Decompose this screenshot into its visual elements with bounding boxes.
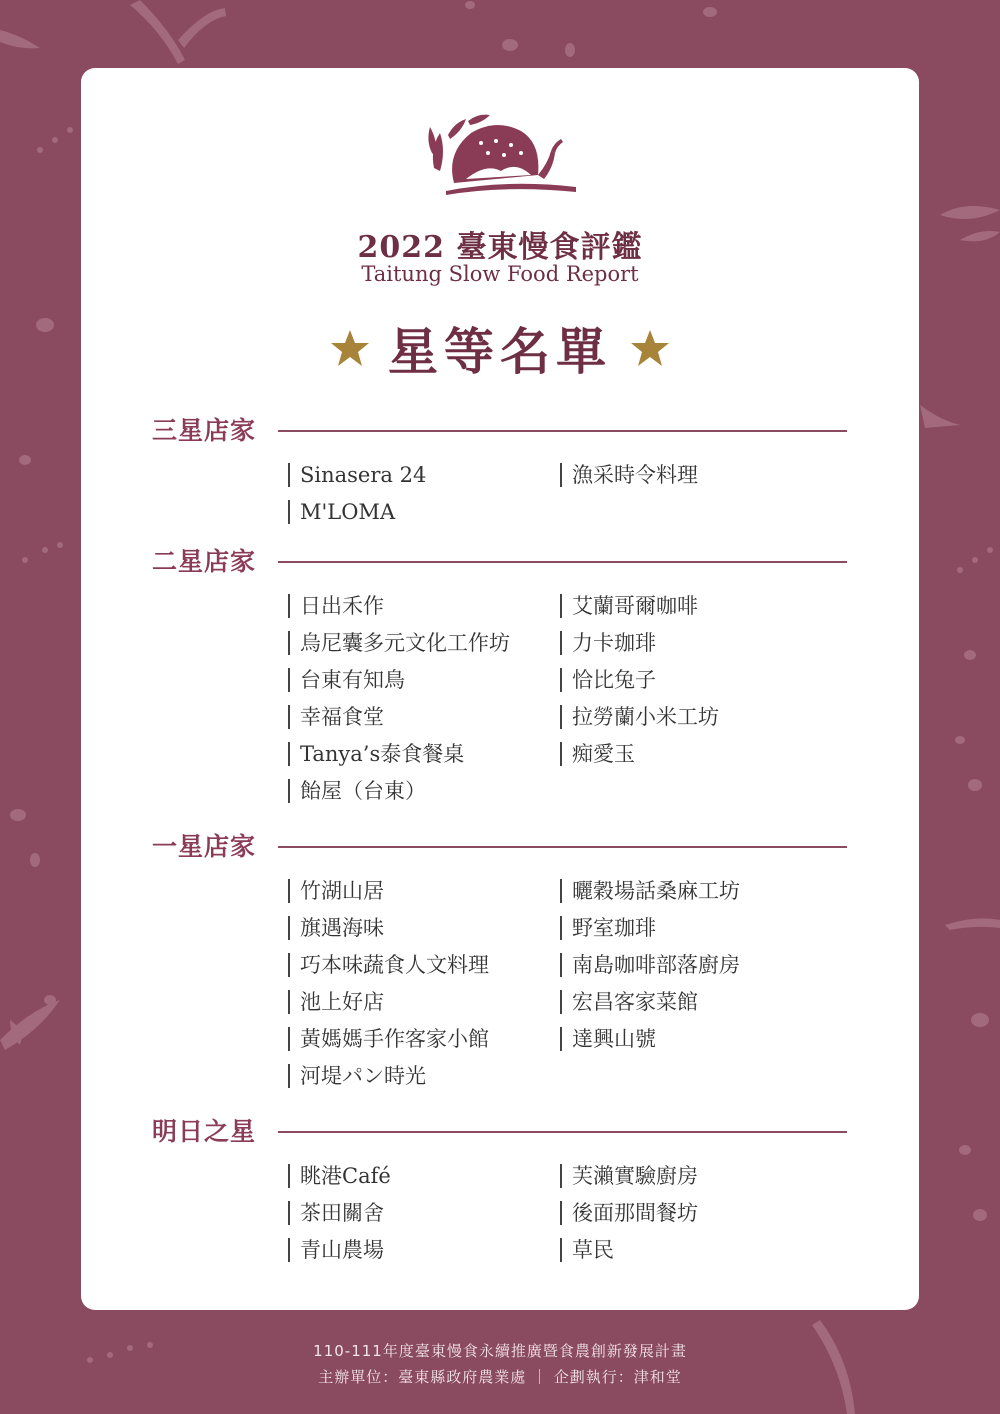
entry-bullet-bar [288,742,290,766]
entry-bullet-bar [560,916,562,940]
list-title [81,313,919,383]
restaurant-entry [560,910,656,947]
entry-bullet-bar [560,990,562,1014]
restaurant-entry [288,625,510,662]
section-divider [278,561,847,563]
restaurant-entry [560,1021,656,1058]
restaurant-name: 眺港Café [300,1164,391,1188]
restaurant-entry [560,662,656,699]
entry-bullet-bar [288,668,290,692]
entry-bullet-bar [560,705,562,729]
entry-bullet-bar [288,705,290,729]
footer-organizer-line: 主辦單位：臺東縣政府農業處 ｜ 企劃執行：津和堂 [318,1368,682,1386]
entry-bullet-bar [288,631,290,655]
restaurant-name: 草民 [572,1238,614,1262]
section-label: 三星店家 [152,416,257,445]
restaurant-entry [560,736,635,773]
restaurant-entry [560,1195,698,1232]
entry-bullet-bar [560,1201,562,1225]
restaurant-name: 拉勞蘭小米工坊 [572,705,719,729]
restaurant-name: 痴愛玉 [572,742,635,766]
section-label: 二星店家 [152,547,257,576]
entry-bullet-bar [288,953,290,977]
star-icon [330,328,370,368]
restaurant-name: M'LOMA [300,500,396,524]
restaurant-name: 幸福食堂 [300,705,384,729]
restaurant-name: 艾蘭哥爾咖啡 [572,594,698,618]
entry-bullet-bar [288,1201,290,1225]
restaurant-entry [288,947,489,984]
restaurant-entry [560,873,740,910]
entry-bullet-bar [288,1164,290,1188]
restaurant-entry [288,1021,489,1058]
restaurant-name: 宏昌客家菜館 [572,990,698,1014]
section-header [152,544,847,580]
section-divider [278,846,847,848]
restaurant-name: 日出禾作 [300,594,384,618]
restaurant-name: 茶田關舍 [300,1201,384,1225]
restaurant-name: 飴屋（台東） [300,779,426,803]
section-label: 明日之星 [152,1117,257,1146]
snail-logo-icon [426,113,576,198]
restaurant-entry [288,910,384,947]
restaurant-name: 恰比兔子 [572,668,656,692]
section-header [152,413,847,449]
restaurant-name: 南島咖啡部落廚房 [572,953,740,977]
restaurant-entry [560,457,698,494]
star-icon [630,328,670,368]
restaurant-entry [288,873,384,910]
entry-bullet-bar [288,1238,290,1262]
restaurant-name: 青山農場 [300,1238,384,1262]
restaurant-entry [288,984,384,1021]
entry-bullet-bar [288,990,290,1014]
restaurant-name: 烏尼囊多元文化工作坊 [300,631,510,655]
restaurant-entry [560,1158,698,1195]
entry-bullet-bar [560,1164,562,1188]
section-two-star [152,544,847,803]
restaurant-entry [288,1232,384,1269]
restaurant-name: 曬穀場話桑麻工坊 [572,879,740,903]
entry-bullet-bar [288,594,290,618]
section-header [152,1114,847,1150]
entry-bullet-bar [560,1027,562,1051]
restaurant-entry [288,736,464,773]
section-label: 一星店家 [152,832,257,861]
restaurant-name: 野室珈琲 [572,916,656,940]
restaurant-entry [560,984,698,1021]
restaurant-name: 芙瀨實驗廚房 [572,1164,698,1188]
restaurant-entry [288,773,426,810]
entry-bullet-bar [560,742,562,766]
entry-bullet-bar [560,1238,562,1262]
entry-bullet-bar [560,463,562,487]
restaurant-entry [288,494,395,531]
restaurant-name: 巧本味蔬食人文料理 [300,953,489,977]
report-title-zh: 2022 臺東慢食評鑑 [357,230,643,265]
restaurant-name: 力卡珈琲 [572,631,656,655]
section-header [152,829,847,865]
restaurant-entry [560,699,719,736]
restaurant-entry [560,947,740,984]
entry-bullet-bar [560,594,562,618]
restaurant-entry [560,625,656,662]
restaurant-name: 河堤パン時光 [300,1064,426,1088]
content-card [81,68,919,1310]
entry-bullet-bar [288,879,290,903]
restaurant-name: 漁采時令料理 [572,463,698,487]
section-divider [278,430,847,432]
restaurant-name: Tanya’s泰食餐桌 [300,742,465,766]
restaurant-entry [288,662,405,699]
entry-bullet-bar [288,1064,290,1088]
restaurant-entry [288,699,384,736]
restaurant-name: 池上好店 [300,990,384,1014]
entry-bullet-bar [560,879,562,903]
entry-bullet-bar [288,1027,290,1051]
restaurant-entry [288,1195,384,1232]
restaurant-name: 黃媽媽手作客家小館 [300,1027,489,1051]
entry-bullet-bar [560,631,562,655]
section-divider [278,1131,847,1133]
list-title-text: 星等名單 [388,322,612,381]
restaurant-name: 竹湖山居 [300,879,384,903]
section-three-star [152,413,847,524]
restaurant-entry [288,588,384,625]
restaurant-name: 後面那間餐坊 [572,1201,698,1225]
restaurant-entry [560,1232,614,1269]
footer-project-line: 110-111年度臺東慢食永續推廣暨食農創新發展計畫 [313,1342,687,1360]
section-one-star [152,829,847,1088]
entry-bullet-bar [560,953,562,977]
entry-bullet-bar [288,500,290,524]
entry-bullet-bar [560,668,562,692]
restaurant-entry [288,1058,426,1095]
report-title-en: Taitung Slow Food Report [361,262,639,286]
entry-bullet-bar [288,916,290,940]
restaurant-name: 旗遇海味 [300,916,384,940]
restaurant-entry [288,1158,391,1195]
restaurant-name: Sinasera 24 [300,463,427,487]
restaurant-entry [560,588,698,625]
entry-bullet-bar [288,463,290,487]
restaurant-name: 達興山號 [572,1027,656,1051]
restaurant-name: 台東有知鳥 [300,668,405,692]
restaurant-entry [288,457,426,494]
section-rising-star [152,1114,847,1262]
entry-bullet-bar [288,779,290,803]
